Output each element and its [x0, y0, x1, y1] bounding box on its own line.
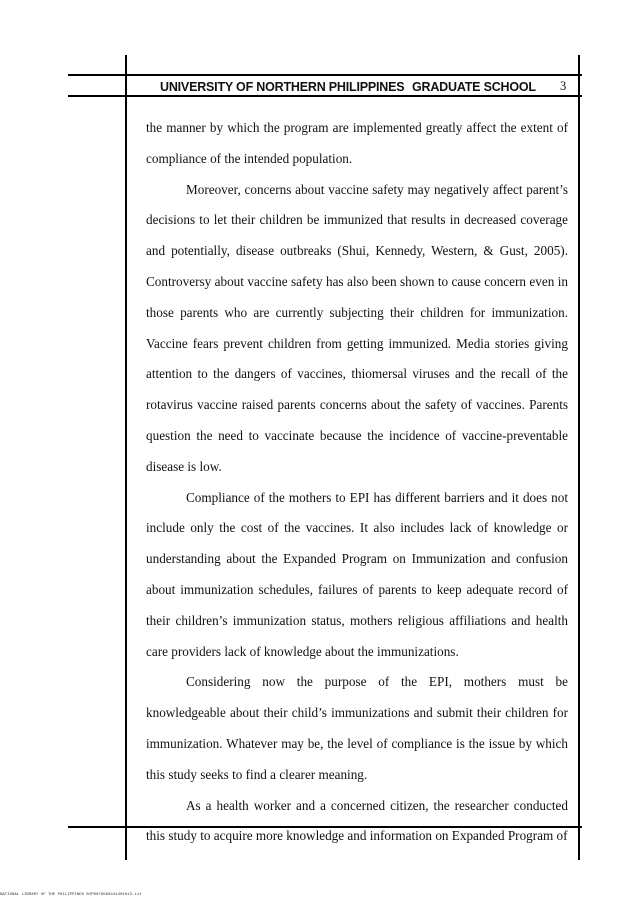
- paragraph-compliance-barriers: Compliance of the mothers to EPI has different barriers and it does not include only the cost of the vaccines. It also includes lack of knowledge or understanding about the Expanded Program on Immunization and confusion about immunization schedules, failures of parents to keep adequate record of their children’s immunization status, mothers religious affiliations and health care providers lack of knowledge about the immunizations.: [146, 489, 568, 659]
- right-margin-line: [578, 55, 580, 860]
- paragraph-continuation: the manner by which the program are implemented greatly affect the extent of compliance of the intended population.: [146, 120, 568, 166]
- header-institution: UNIVERSITY OF NORTHERN PHILIPPINES: [160, 80, 405, 94]
- header-bottom-rule: [68, 95, 582, 97]
- paragraph-vaccine-safety: Moreover, concerns about vaccine safety may negatively affect parent’s decisions to let their children be immunized that results in decreased coverage and potentially, disease outbreaks (Shui, Kennedy, Western, & Gust, 2005). Controversy about vaccine safety has also been shown to cause concern even in those parents who are currently subjecting their children for immunization. Vaccine fears prevent children from getting immunized. Media stories giving attention to the dangers of vaccines, thiomersal viruses and the recall of the rotavirus vaccine raised parents concerns about the safety of vaccines. Parents question the need to vaccinate because the incidence of vaccine-preventable disease is low.: [146, 181, 568, 474]
- body-text: [146, 113, 568, 852]
- paragraph-researcher-motivation: As a health worker and a concerned citizen, the researcher conducted this study to acquire more knowledge and information on Expanded Program of: [146, 797, 568, 844]
- paragraph-epi-purpose: Considering now the purpose of the EPI, mothers must be knowledgeable about their child’s immunizations and submit their children for immunization. Whatever may be, the level of compliance is the issue by which this study seeks to find a clearer meaning.: [146, 674, 568, 782]
- left-margin-line: [125, 55, 127, 860]
- page-number: 3: [560, 79, 567, 93]
- scan-footer-note: NATIONAL LIBRARY OF THE PHILIPPINES BIP0079590441401013.tif: [0, 893, 142, 897]
- header-school: GRADUATE SCHOOL: [412, 80, 536, 94]
- header-top-rule: [68, 74, 582, 76]
